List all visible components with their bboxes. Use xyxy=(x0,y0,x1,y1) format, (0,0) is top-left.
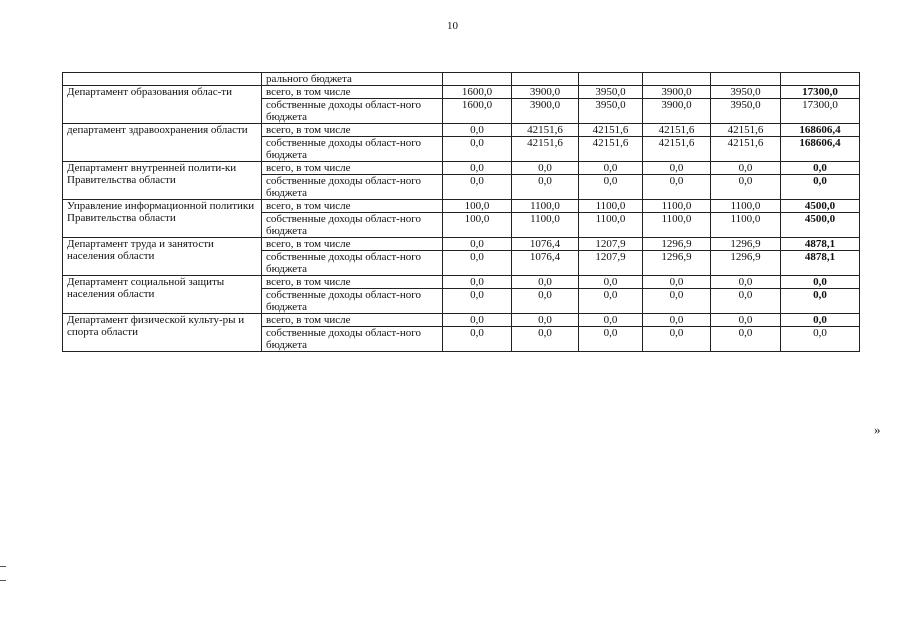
department-name-cell: Управление информационной политики Правительства области xyxy=(63,200,262,238)
table-row xyxy=(63,124,860,137)
year-value-cell: 100,0 xyxy=(443,213,512,238)
table-body xyxy=(63,73,860,352)
table-row xyxy=(63,162,860,175)
continuation-row xyxy=(63,73,860,86)
funding-type-cell: собственные доходы област-ного бюджета xyxy=(262,99,443,124)
total-value-cell: 0,0 xyxy=(781,314,860,327)
total-value-cell: 0,0 xyxy=(781,175,860,200)
year-value-cell: 3900,0 xyxy=(512,86,579,99)
funding-type-cell: всего, в том числе xyxy=(262,276,443,289)
funding-type-cell: рального бюджета xyxy=(262,73,443,86)
total-value-cell: 0,0 xyxy=(781,327,860,352)
total-value-cell: 0,0 xyxy=(781,162,860,175)
year-value-cell: 42151,6 xyxy=(579,124,643,137)
closing-quote: » xyxy=(874,422,881,437)
funding-type-cell: собственные доходы област-ного бюджета xyxy=(262,137,443,162)
value-cell-empty xyxy=(579,73,643,86)
year-value-cell: 0,0 xyxy=(643,276,711,289)
funding-type-cell: всего, в том числе xyxy=(262,314,443,327)
year-value-cell: 42151,6 xyxy=(711,137,781,162)
year-value-cell: 0,0 xyxy=(443,162,512,175)
total-value-cell: 168606,4 xyxy=(781,124,860,137)
total-value-cell: 4500,0 xyxy=(781,213,860,238)
department-name-cell: Департамент образования облас-ти xyxy=(63,86,262,124)
year-value-cell: 1207,9 xyxy=(579,238,643,251)
funding-type-cell: собственные доходы област-ного бюджета xyxy=(262,289,443,314)
scan-edge-mark xyxy=(0,566,6,567)
year-value-cell: 3900,0 xyxy=(643,86,711,99)
year-value-cell: 3900,0 xyxy=(512,99,579,124)
department-name-cell: Департамент социальной защиты населения области xyxy=(63,276,262,314)
year-value-cell: 42151,6 xyxy=(643,137,711,162)
year-value-cell: 42151,6 xyxy=(512,137,579,162)
year-value-cell: 0,0 xyxy=(711,162,781,175)
year-value-cell: 0,0 xyxy=(512,289,579,314)
year-value-cell: 1076,4 xyxy=(512,251,579,276)
department-name-cell: Департамент внутренней полити-ки Правительства области xyxy=(63,162,262,200)
year-value-cell: 0,0 xyxy=(512,175,579,200)
year-value-cell: 0,0 xyxy=(443,238,512,251)
funding-type-cell: всего, в том числе xyxy=(262,124,443,137)
year-value-cell: 1100,0 xyxy=(579,213,643,238)
year-value-cell: 0,0 xyxy=(643,289,711,314)
year-value-cell: 0,0 xyxy=(443,289,512,314)
year-value-cell: 0,0 xyxy=(512,276,579,289)
value-cell-empty xyxy=(643,73,711,86)
department-name-cell: Департамент труда и занятости населения области xyxy=(63,238,262,276)
year-value-cell: 100,0 xyxy=(443,200,512,213)
year-value-cell: 0,0 xyxy=(579,314,643,327)
org-cell-empty xyxy=(63,73,262,86)
funding-type-cell: собственные доходы област-ного бюджета xyxy=(262,251,443,276)
total-value-cell: 0,0 xyxy=(781,276,860,289)
year-value-cell: 3950,0 xyxy=(579,86,643,99)
funding-type-cell: собственные доходы област-ного бюджета xyxy=(262,175,443,200)
year-value-cell: 1100,0 xyxy=(512,213,579,238)
total-value-cell: 4500,0 xyxy=(781,200,860,213)
total-value-cell: 17300,0 xyxy=(781,99,860,124)
table-row xyxy=(63,200,860,213)
funding-type-cell: всего, в том числе xyxy=(262,86,443,99)
year-value-cell: 0,0 xyxy=(643,314,711,327)
year-value-cell: 42151,6 xyxy=(579,137,643,162)
year-value-cell: 0,0 xyxy=(512,162,579,175)
year-value-cell: 0,0 xyxy=(643,327,711,352)
year-value-cell: 0,0 xyxy=(443,175,512,200)
year-value-cell: 0,0 xyxy=(512,314,579,327)
year-value-cell: 0,0 xyxy=(579,162,643,175)
year-value-cell: 0,0 xyxy=(443,137,512,162)
year-value-cell: 42151,6 xyxy=(711,124,781,137)
year-value-cell: 1100,0 xyxy=(643,200,711,213)
total-value-cell: 168606,4 xyxy=(781,137,860,162)
year-value-cell: 1100,0 xyxy=(711,213,781,238)
year-value-cell: 42151,6 xyxy=(512,124,579,137)
table-row xyxy=(63,314,860,327)
year-value-cell: 1600,0 xyxy=(443,99,512,124)
year-value-cell: 0,0 xyxy=(711,276,781,289)
year-value-cell: 3950,0 xyxy=(579,99,643,124)
total-value-cell: 0,0 xyxy=(781,289,860,314)
total-cell-empty xyxy=(781,73,860,86)
year-value-cell: 0,0 xyxy=(711,314,781,327)
year-value-cell: 1100,0 xyxy=(579,200,643,213)
year-value-cell: 3950,0 xyxy=(711,86,781,99)
funding-type-cell: собственные доходы област-ного бюджета xyxy=(262,213,443,238)
year-value-cell: 1296,9 xyxy=(643,251,711,276)
year-value-cell: 42151,6 xyxy=(643,124,711,137)
year-value-cell: 0,0 xyxy=(443,251,512,276)
year-value-cell: 0,0 xyxy=(512,327,579,352)
year-value-cell: 0,0 xyxy=(443,276,512,289)
year-value-cell: 0,0 xyxy=(711,175,781,200)
year-value-cell: 3900,0 xyxy=(643,99,711,124)
year-value-cell: 0,0 xyxy=(643,162,711,175)
year-value-cell: 0,0 xyxy=(579,289,643,314)
total-value-cell: 4878,1 xyxy=(781,251,860,276)
table-row xyxy=(63,86,860,99)
table-row xyxy=(63,238,860,251)
funding-type-cell: всего, в том числе xyxy=(262,238,443,251)
year-value-cell: 0,0 xyxy=(711,289,781,314)
scan-edge-mark xyxy=(0,580,6,581)
department-name-cell: департамент здравоохранения области xyxy=(63,124,262,162)
year-value-cell: 0,0 xyxy=(443,327,512,352)
year-value-cell: 0,0 xyxy=(443,314,512,327)
value-cell-empty xyxy=(711,73,781,86)
department-name-cell: Департамент физической культу-ры и спорта области xyxy=(63,314,262,352)
budget-table xyxy=(62,72,860,352)
year-value-cell: 3950,0 xyxy=(711,99,781,124)
total-value-cell: 4878,1 xyxy=(781,238,860,251)
year-value-cell: 1100,0 xyxy=(711,200,781,213)
value-cell-empty xyxy=(512,73,579,86)
year-value-cell: 1296,9 xyxy=(711,238,781,251)
funding-type-cell: собственные доходы област-ного бюджета xyxy=(262,327,443,352)
total-value-cell: 17300,0 xyxy=(781,86,860,99)
year-value-cell: 1600,0 xyxy=(443,86,512,99)
table-row xyxy=(63,276,860,289)
year-value-cell: 1076,4 xyxy=(512,238,579,251)
funding-type-cell: всего, в том числе xyxy=(262,200,443,213)
page-number: 10 xyxy=(447,20,458,32)
year-value-cell: 0,0 xyxy=(443,124,512,137)
funding-type-cell: всего, в том числе xyxy=(262,162,443,175)
year-value-cell: 0,0 xyxy=(711,327,781,352)
year-value-cell: 1100,0 xyxy=(643,213,711,238)
year-value-cell: 0,0 xyxy=(579,276,643,289)
year-value-cell: 0,0 xyxy=(579,175,643,200)
year-value-cell: 1296,9 xyxy=(643,238,711,251)
year-value-cell: 0,0 xyxy=(579,327,643,352)
year-value-cell: 1100,0 xyxy=(512,200,579,213)
year-value-cell: 1207,9 xyxy=(579,251,643,276)
year-value-cell: 1296,9 xyxy=(711,251,781,276)
value-cell-empty xyxy=(443,73,512,86)
year-value-cell: 0,0 xyxy=(643,175,711,200)
